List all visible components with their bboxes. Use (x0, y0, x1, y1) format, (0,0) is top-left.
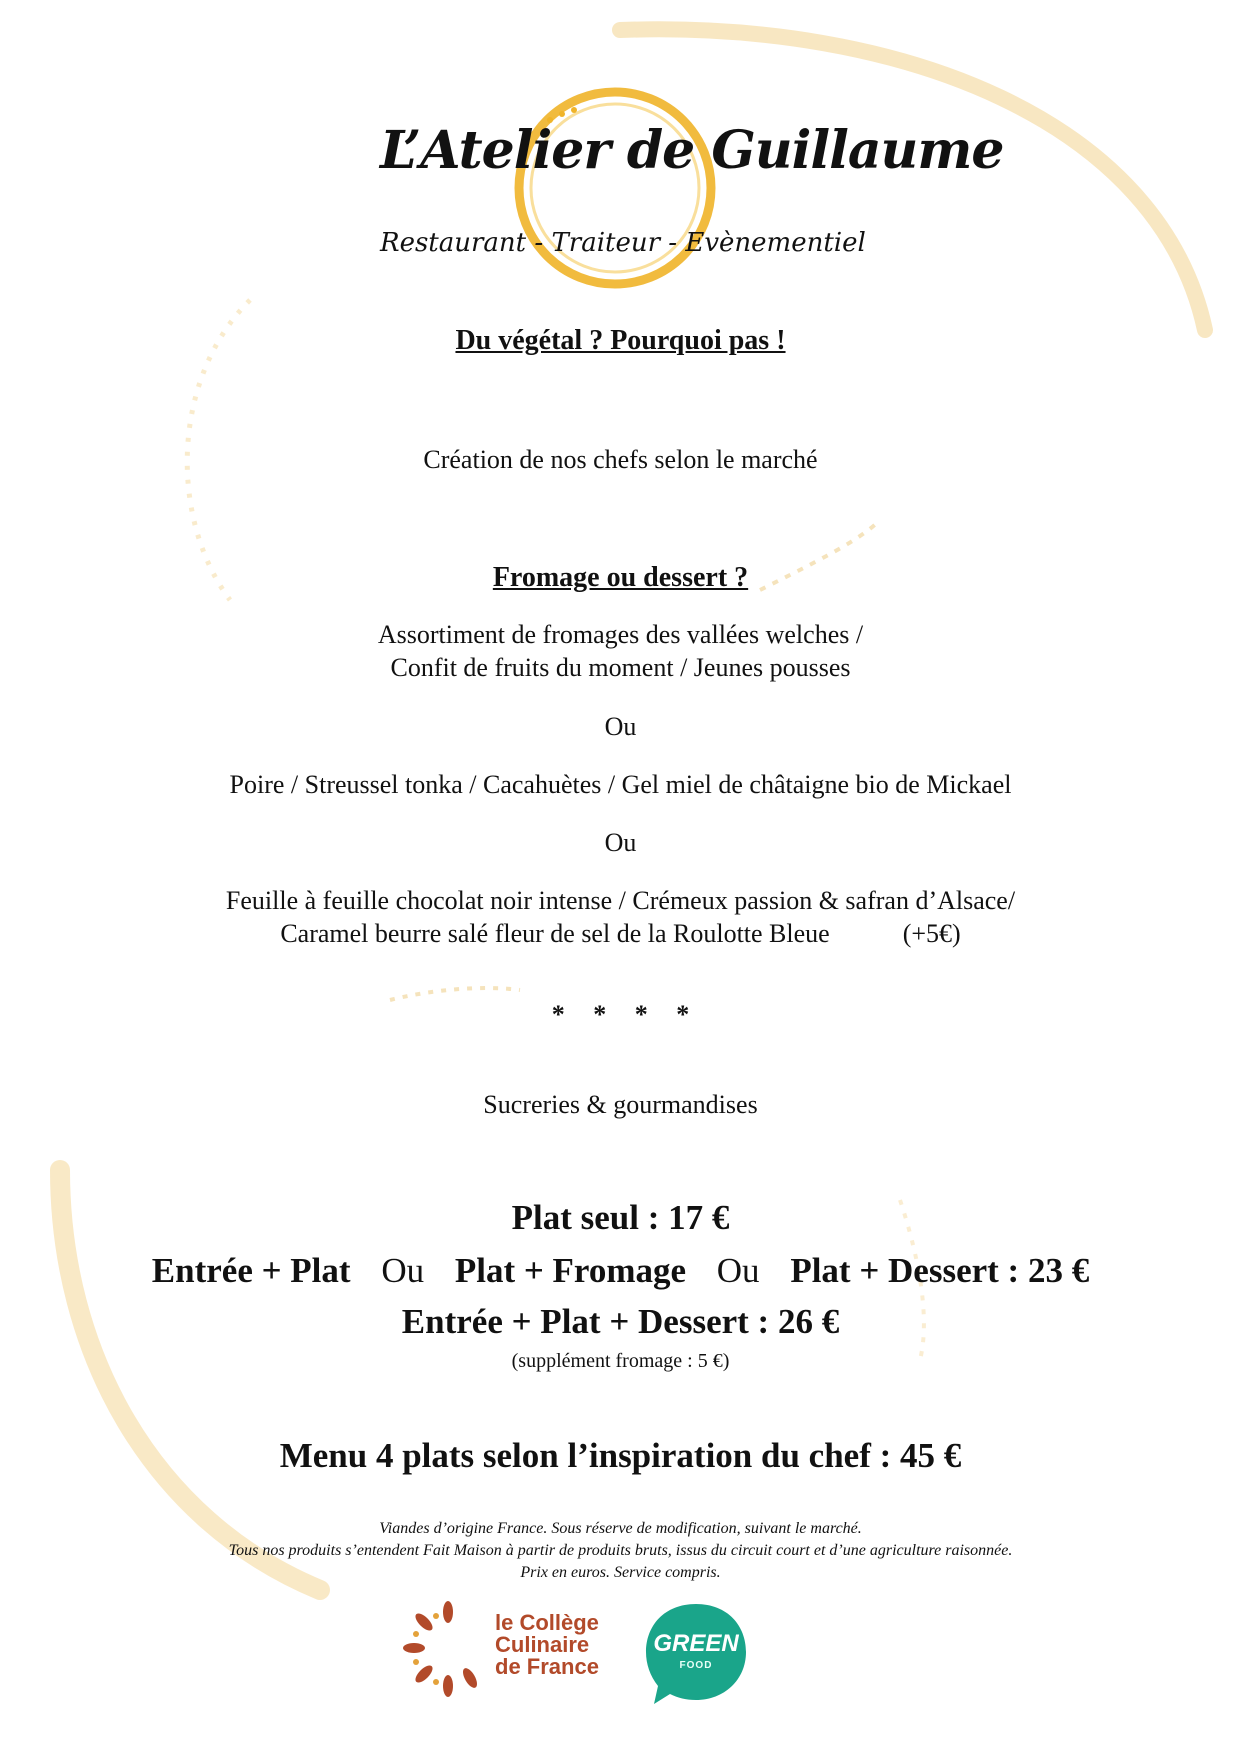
cheese-dessert-heading: Fromage ou dessert ? (492, 562, 749, 593)
vegetal-description: Création de nos chefs selon le marché (423, 445, 818, 474)
green-food-subtitle: FOOD (679, 1660, 713, 1671)
footer-price-note: Prix en euros. Service compris. (520, 1564, 721, 1581)
option1-line2: Confit de fruits du moment / Jeunes pousses (390, 653, 851, 682)
green-food-title: GREEN (653, 1630, 739, 1657)
option3-line2-text: Caramel beurre salé fleur de sel de la Roulotte Bleue (280, 919, 830, 948)
separator-ou-1: Ou (604, 712, 637, 741)
sweets-line: Sucreries & gourmandises (483, 1090, 758, 1119)
price-full-menu: Entrée + Plat + Dessert : 26 € (401, 1302, 840, 1341)
logo-title: L’Atelier de Guillaume (380, 120, 1004, 181)
price-combo-a: Entrée + Plat (151, 1251, 351, 1290)
option3-line2 (60, 919, 1181, 949)
logo-subtitle: Restaurant - Traiteur - Evènementiel (380, 228, 866, 258)
footer-origin-note: Viandes d’origine France. Sous réserve de modification, suivant le marché. (379, 1520, 862, 1537)
price-combos (60, 1251, 1181, 1291)
price-menu-4-plats: Menu 4 plats selon l’inspiration du chef : 45 € (279, 1436, 962, 1475)
option3-supplement: (+5€) (902, 919, 961, 948)
option3-line1: Feuille à feuille chocolat noir intense / Crémeux passion & safran d’Alsace/ (225, 886, 1016, 915)
section-stars: * * * * (551, 1000, 690, 1029)
option1-line1: Assortiment de fromages des vallées welches / (377, 620, 864, 649)
price-plat-seul: Plat seul : 17 € (511, 1198, 730, 1237)
restaurant-logo (380, 80, 1004, 305)
separator-ou-2: Ou (604, 828, 637, 857)
price-or-1: Ou (381, 1251, 425, 1290)
college-line-1: le Collège (495, 1610, 599, 1635)
college-line-2: Culinaire (495, 1632, 590, 1657)
college-culinaire-badge (400, 1600, 600, 1700)
footer-homemade-note: Tous nos produits s’entendent Fait Maison à partir de produits bruts, issus du circuit court et d’une agriculture raisonnée. (228, 1542, 1013, 1559)
vegetal-heading: Du végétal ? Pourquoi pas ! (455, 325, 786, 356)
cheese-supplement-note: (supplément fromage : 5 €) (511, 1350, 730, 1372)
price-combo-c: Plat + Dessert : 23 € (790, 1251, 1090, 1290)
green-food-badge (640, 1598, 752, 1710)
price-or-2: Ou (716, 1251, 760, 1290)
logo-ring (380, 80, 1004, 305)
price-combo-b: Plat + Fromage (454, 1251, 687, 1290)
option2: Poire / Streussel tonka / Cacahuètes / Gel miel de châtaigne bio de Mickael (229, 770, 1012, 799)
college-line-3: de France (495, 1654, 599, 1679)
college-culinaire-text (495, 1612, 599, 1678)
college-culinaire-icon (400, 1600, 495, 1700)
